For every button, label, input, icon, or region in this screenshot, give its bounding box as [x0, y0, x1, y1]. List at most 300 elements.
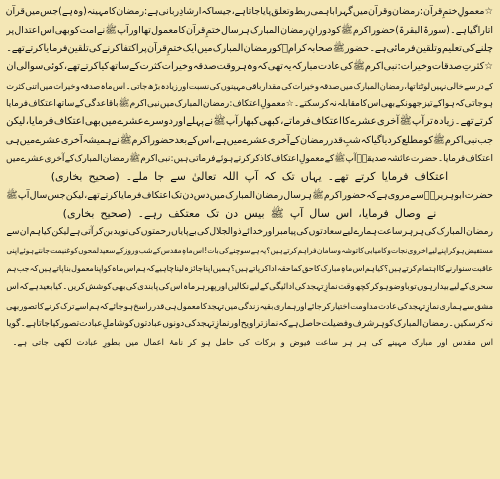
word: مہینوں	[220, 80, 246, 91]
word: کر	[391, 134, 402, 146]
word: چاہیے	[154, 263, 174, 273]
word: اس	[335, 206, 353, 220]
word: نکالیں	[227, 282, 250, 293]
word: ان	[19, 226, 30, 238]
word: المبارک	[353, 80, 380, 91]
word: ختمِ	[167, 42, 183, 54]
word: و	[437, 42, 442, 54]
text-line	[6, 333, 493, 351]
word: بیس	[244, 206, 265, 220]
word: لیے	[428, 245, 438, 255]
word: پیامبر	[275, 226, 297, 238]
word: نمازِ	[425, 300, 440, 311]
word: ادائیگی	[269, 282, 295, 293]
word: توشہ	[341, 245, 358, 255]
word: ہے،	[231, 6, 246, 18]
word: جاتا	[245, 6, 261, 18]
word: دونوں	[162, 319, 185, 330]
word: کے	[459, 282, 469, 293]
word: عبادتوں	[133, 319, 163, 330]
word: کہ	[19, 282, 29, 293]
word: تک	[171, 189, 183, 201]
word: اپنا	[203, 263, 213, 273]
word: ہی	[164, 300, 177, 311]
word: ہے۔	[12, 337, 28, 348]
word: میں	[100, 116, 117, 128]
word: عشرے	[20, 153, 45, 164]
word: سحری	[469, 282, 493, 293]
word: کرتے	[100, 189, 118, 201]
word: ہماری	[439, 300, 462, 311]
word: ☆معمولِ	[260, 98, 294, 109]
word: کی	[218, 245, 229, 255]
word: فرمایا	[43, 42, 68, 54]
word: تعالیٰ	[191, 170, 217, 184]
word: کیا	[49, 319, 60, 330]
word: معتکف	[168, 206, 201, 220]
word: معمول	[71, 263, 94, 273]
word: عشرے	[350, 116, 377, 128]
word: اپنا	[94, 263, 104, 273]
word: ہر	[235, 61, 247, 73]
text-line	[6, 3, 493, 21]
word: اس	[480, 337, 493, 348]
word: ﷺ	[399, 116, 412, 128]
word: ماہِ	[181, 245, 193, 255]
word: کیا	[98, 61, 110, 73]
word: جاتی۔	[125, 80, 148, 91]
word: ساعت	[377, 226, 403, 238]
word: اکرم	[129, 98, 147, 109]
word: کرتے	[401, 263, 417, 273]
word: ساعت	[315, 337, 338, 348]
word: کوشش	[85, 282, 112, 293]
word: اکرم	[444, 134, 464, 146]
word: تلقین	[415, 42, 437, 54]
word: ہوں	[417, 282, 433, 293]
word: لوٹتا	[415, 80, 431, 91]
word: سنوارنے	[445, 263, 472, 273]
word: دن	[225, 206, 239, 220]
word: کما	[290, 263, 302, 273]
word: قرآن	[186, 24, 206, 36]
word: تہجد	[306, 282, 324, 293]
word: بات!	[204, 245, 219, 255]
word: کی	[340, 61, 353, 73]
word: ہم	[29, 226, 41, 238]
word: تہجد	[207, 300, 225, 311]
word: و	[289, 6, 295, 18]
text-line	[6, 150, 493, 168]
word: جائزہ	[184, 263, 203, 273]
word: کوئی	[43, 61, 64, 73]
word: ہوئے	[215, 153, 234, 164]
word: غنیمت	[50, 245, 71, 255]
word: اپنے	[437, 245, 449, 255]
word: وقت	[338, 282, 355, 293]
word: و	[427, 61, 432, 73]
word: وصال	[394, 206, 421, 220]
word: کہ	[360, 134, 372, 146]
word: حضرت	[410, 153, 438, 164]
word: روز	[123, 245, 135, 255]
word: مقدس	[452, 337, 476, 348]
word: سعادتوں	[308, 226, 342, 238]
word: مہینے	[387, 337, 407, 348]
word: مقابلہ	[337, 98, 360, 109]
word: صدیقہؓ	[356, 153, 387, 164]
word: رحمتوں	[140, 226, 171, 238]
word: پر	[138, 42, 147, 54]
word: قرآن:	[419, 6, 443, 18]
word: باوضو	[388, 282, 410, 293]
word: مبارک	[320, 263, 341, 273]
word: حق	[302, 263, 314, 273]
word: المبارک	[393, 319, 423, 330]
word: اکرم	[323, 189, 343, 201]
word: صدقات	[431, 61, 463, 73]
word: آخری	[376, 116, 400, 128]
word: اسے	[74, 300, 89, 311]
word: ہر	[195, 282, 206, 293]
word: وہ	[246, 61, 258, 73]
word: نامۂ	[168, 337, 184, 348]
word: میں	[209, 189, 225, 201]
word: بھی	[6, 300, 20, 311]
word: کہ	[278, 319, 288, 330]
word: کا	[37, 300, 44, 311]
word: تھے۔	[454, 116, 474, 128]
word: کا	[360, 98, 368, 109]
word: اکرم	[140, 153, 158, 164]
word: پایا	[260, 6, 272, 18]
word: لیکن	[65, 189, 84, 201]
word: کی	[281, 80, 293, 91]
word: اتنی	[25, 80, 40, 91]
word: البقرۃ)	[395, 24, 423, 36]
word: سوچنے	[229, 245, 251, 255]
word: پاتے	[248, 263, 261, 273]
word: المبارک	[74, 153, 103, 164]
word: دیا	[381, 134, 392, 146]
word: ﷺ	[129, 153, 141, 164]
text-line	[6, 223, 493, 241]
word: و	[387, 6, 393, 18]
word: ﷺ	[353, 61, 365, 73]
word: مبارک	[411, 337, 433, 348]
word: عادت	[378, 300, 397, 311]
word: ﷺ	[119, 134, 132, 146]
word: (صحیح	[100, 206, 132, 220]
word: ہے،	[212, 134, 227, 146]
word: حامل	[215, 337, 234, 348]
word: کو	[423, 134, 434, 146]
text-line	[6, 95, 493, 113]
word: ہے	[376, 189, 388, 201]
word: اس	[40, 24, 55, 36]
word: جھونکے	[395, 98, 423, 109]
word: (سورۃ	[423, 24, 450, 36]
word: حاصل	[298, 319, 322, 330]
word: ہماری	[273, 300, 297, 311]
text-line	[6, 21, 493, 39]
word: گیا	[371, 134, 382, 146]
word: کا	[438, 263, 445, 273]
word: حضور	[150, 134, 175, 146]
word: کی	[158, 282, 170, 293]
word: بقیہ	[259, 300, 274, 311]
word: کبھی	[259, 116, 280, 128]
word: جانتے	[34, 245, 50, 255]
word: کہ	[264, 170, 276, 184]
word: کے	[484, 80, 493, 91]
word: نمازِ	[323, 282, 338, 293]
word: اپنی	[6, 245, 20, 255]
word: بھی	[380, 98, 395, 109]
word: کریں۔	[62, 282, 85, 293]
word: اس	[197, 134, 213, 146]
word: بخاری)	[50, 170, 83, 184]
word: تہجد	[196, 319, 215, 330]
word: ﷺ	[6, 189, 18, 201]
word: عائشہ	[386, 153, 411, 164]
word: عشرے	[242, 134, 268, 146]
word: مشق	[474, 300, 493, 311]
word: میں	[339, 80, 354, 91]
word: ﷺ	[105, 24, 117, 36]
word: آپ	[117, 24, 129, 36]
word: جاتا	[36, 319, 50, 330]
word: بخاری)	[62, 206, 95, 220]
word: ہر	[413, 226, 424, 238]
word: کر	[260, 263, 269, 273]
word: نہ	[485, 319, 493, 330]
word: خدائے	[241, 226, 263, 238]
word: فرمایا	[381, 170, 409, 184]
word: مقدس	[160, 245, 182, 255]
word: رہے۔	[137, 206, 163, 220]
word: کر	[319, 98, 330, 109]
word: کی	[238, 337, 250, 348]
word: کی	[88, 42, 102, 54]
word: اعتکاف	[28, 98, 56, 109]
word: کا	[178, 24, 186, 36]
word: کو	[272, 42, 282, 54]
word: قدر	[328, 134, 343, 146]
word: تھے،	[84, 189, 100, 201]
word: رمضان	[280, 24, 308, 36]
word: کر	[188, 337, 197, 348]
word: فرمائی	[386, 42, 416, 54]
word: کچھ	[354, 282, 370, 293]
word: کے	[259, 282, 269, 293]
word: باہمی	[310, 6, 335, 18]
word: سامان	[316, 245, 338, 255]
word: صدقہ	[80, 80, 101, 91]
word: مہینہ	[86, 6, 109, 18]
text-line	[6, 58, 493, 76]
word: ﷺ	[341, 24, 353, 36]
word: ہے	[28, 282, 39, 293]
word: بن	[103, 226, 114, 238]
word: قرآن	[368, 6, 388, 18]
word: کے	[64, 153, 75, 164]
word: ہر	[357, 337, 367, 348]
word: و	[348, 319, 353, 330]
word: و	[75, 80, 80, 91]
word: ہیں؟	[266, 245, 283, 255]
text-line	[6, 131, 493, 149]
word: تعلیم	[441, 42, 463, 54]
word: (وہ	[72, 6, 87, 18]
word: ہم	[135, 263, 146, 273]
word: تلقین	[67, 42, 89, 54]
word: لیے	[249, 282, 260, 293]
word: جائے	[108, 300, 124, 311]
word: رمضان	[243, 42, 273, 54]
word: فرماتی	[188, 153, 216, 164]
word: نجات	[391, 245, 408, 255]
word: حضور	[342, 189, 366, 201]
word: کہ	[454, 98, 465, 109]
word: ہے۔	[450, 24, 467, 36]
word: عبادت	[76, 337, 98, 348]
word: کامیابی	[364, 245, 387, 255]
word: سال	[220, 24, 239, 36]
word: ﷺ	[332, 42, 345, 54]
word: بھی	[112, 282, 126, 293]
word: فضیلت	[321, 319, 348, 330]
word: پر	[6, 24, 15, 36]
word: اکتفا	[120, 42, 139, 54]
word: اکرم	[364, 61, 384, 73]
word: اس	[169, 282, 183, 293]
word: چلنے	[475, 42, 493, 54]
word: کے	[432, 98, 443, 109]
text-line	[6, 315, 493, 333]
word: ہیں	[38, 263, 52, 273]
word: کہ	[29, 263, 39, 273]
word: نوید	[113, 226, 129, 238]
text-line	[6, 40, 493, 58]
word: نمازِ	[214, 319, 230, 330]
word: المبارک	[174, 98, 203, 109]
word: نبی	[157, 153, 171, 164]
word: اتارا	[477, 24, 493, 36]
word: کے	[324, 153, 335, 164]
word: پاتے	[51, 263, 64, 273]
word: کرامؓ	[282, 42, 307, 54]
text-line	[6, 113, 493, 131]
word: کہ	[366, 189, 377, 201]
word: لیے	[342, 226, 354, 238]
word: سکیں۔	[448, 319, 476, 330]
word: تھے۔	[327, 170, 349, 184]
word: کے	[74, 98, 85, 109]
word: ہریرہؓ	[424, 189, 455, 201]
word: کی	[397, 300, 409, 311]
word: یہاں	[300, 170, 322, 184]
word: کی	[125, 282, 137, 293]
word: آخری	[60, 134, 83, 146]
word: ہمیں	[212, 263, 231, 273]
word: تھا	[140, 24, 151, 36]
word: ترک	[60, 300, 75, 311]
word: باقی	[245, 80, 262, 91]
word: ربانی	[158, 6, 180, 18]
word: سے	[464, 80, 476, 91]
word: فرمایا	[6, 98, 29, 109]
word: و	[134, 245, 139, 255]
word: دن	[182, 189, 194, 201]
word: ماہ	[183, 282, 196, 293]
word: ہے	[287, 319, 299, 330]
word: ساتھ	[109, 61, 130, 73]
word: جس	[40, 6, 59, 18]
word: نے	[111, 134, 120, 146]
word: اس	[112, 80, 126, 91]
word: ماہ	[111, 263, 124, 273]
word: فرمایا،	[25, 116, 54, 128]
word: کیا	[52, 282, 63, 293]
word: کی	[209, 80, 221, 91]
word: معمول	[176, 300, 201, 311]
word: حضرت	[464, 189, 493, 201]
word: شرف	[352, 319, 375, 330]
word: کے	[289, 134, 300, 146]
word: ہو	[123, 300, 133, 311]
word: تعلق	[271, 6, 290, 18]
word: جب	[16, 263, 30, 273]
text-line	[6, 168, 493, 186]
word: سال	[309, 206, 330, 220]
word: ﷺ	[312, 189, 324, 201]
word: نبی	[463, 134, 478, 146]
word: کثرت	[6, 80, 25, 91]
word: جب	[477, 134, 493, 146]
word: ایک	[182, 42, 197, 54]
word: جائے	[307, 300, 322, 311]
word: گہرا	[334, 6, 353, 18]
word: ﷺ	[213, 116, 226, 128]
word: بطورِ	[102, 337, 121, 348]
word: ہم	[6, 263, 17, 273]
word: راسخ	[133, 300, 152, 311]
word: سے	[462, 300, 475, 311]
word: لمحوں	[78, 245, 100, 255]
word: سے	[170, 170, 186, 184]
word: اور	[263, 226, 275, 238]
word: و	[387, 245, 391, 255]
word: تیز	[422, 98, 433, 109]
word: تھے۔	[6, 42, 25, 54]
word: اعتکاف:	[229, 98, 260, 109]
word: رمضان	[465, 226, 493, 238]
word: حقہ	[277, 263, 291, 273]
word: کا	[200, 300, 207, 311]
word: آخری	[267, 134, 290, 146]
word: اور	[128, 24, 141, 36]
word: ہر	[402, 226, 414, 238]
word: ساتھ	[56, 98, 75, 109]
word: کر	[448, 245, 457, 255]
word: دس	[193, 189, 210, 201]
word: میں	[224, 300, 238, 311]
word: شبِ	[342, 134, 361, 146]
word: ماہ	[100, 80, 113, 91]
word: کر	[370, 282, 379, 293]
word: ہم	[364, 263, 375, 273]
